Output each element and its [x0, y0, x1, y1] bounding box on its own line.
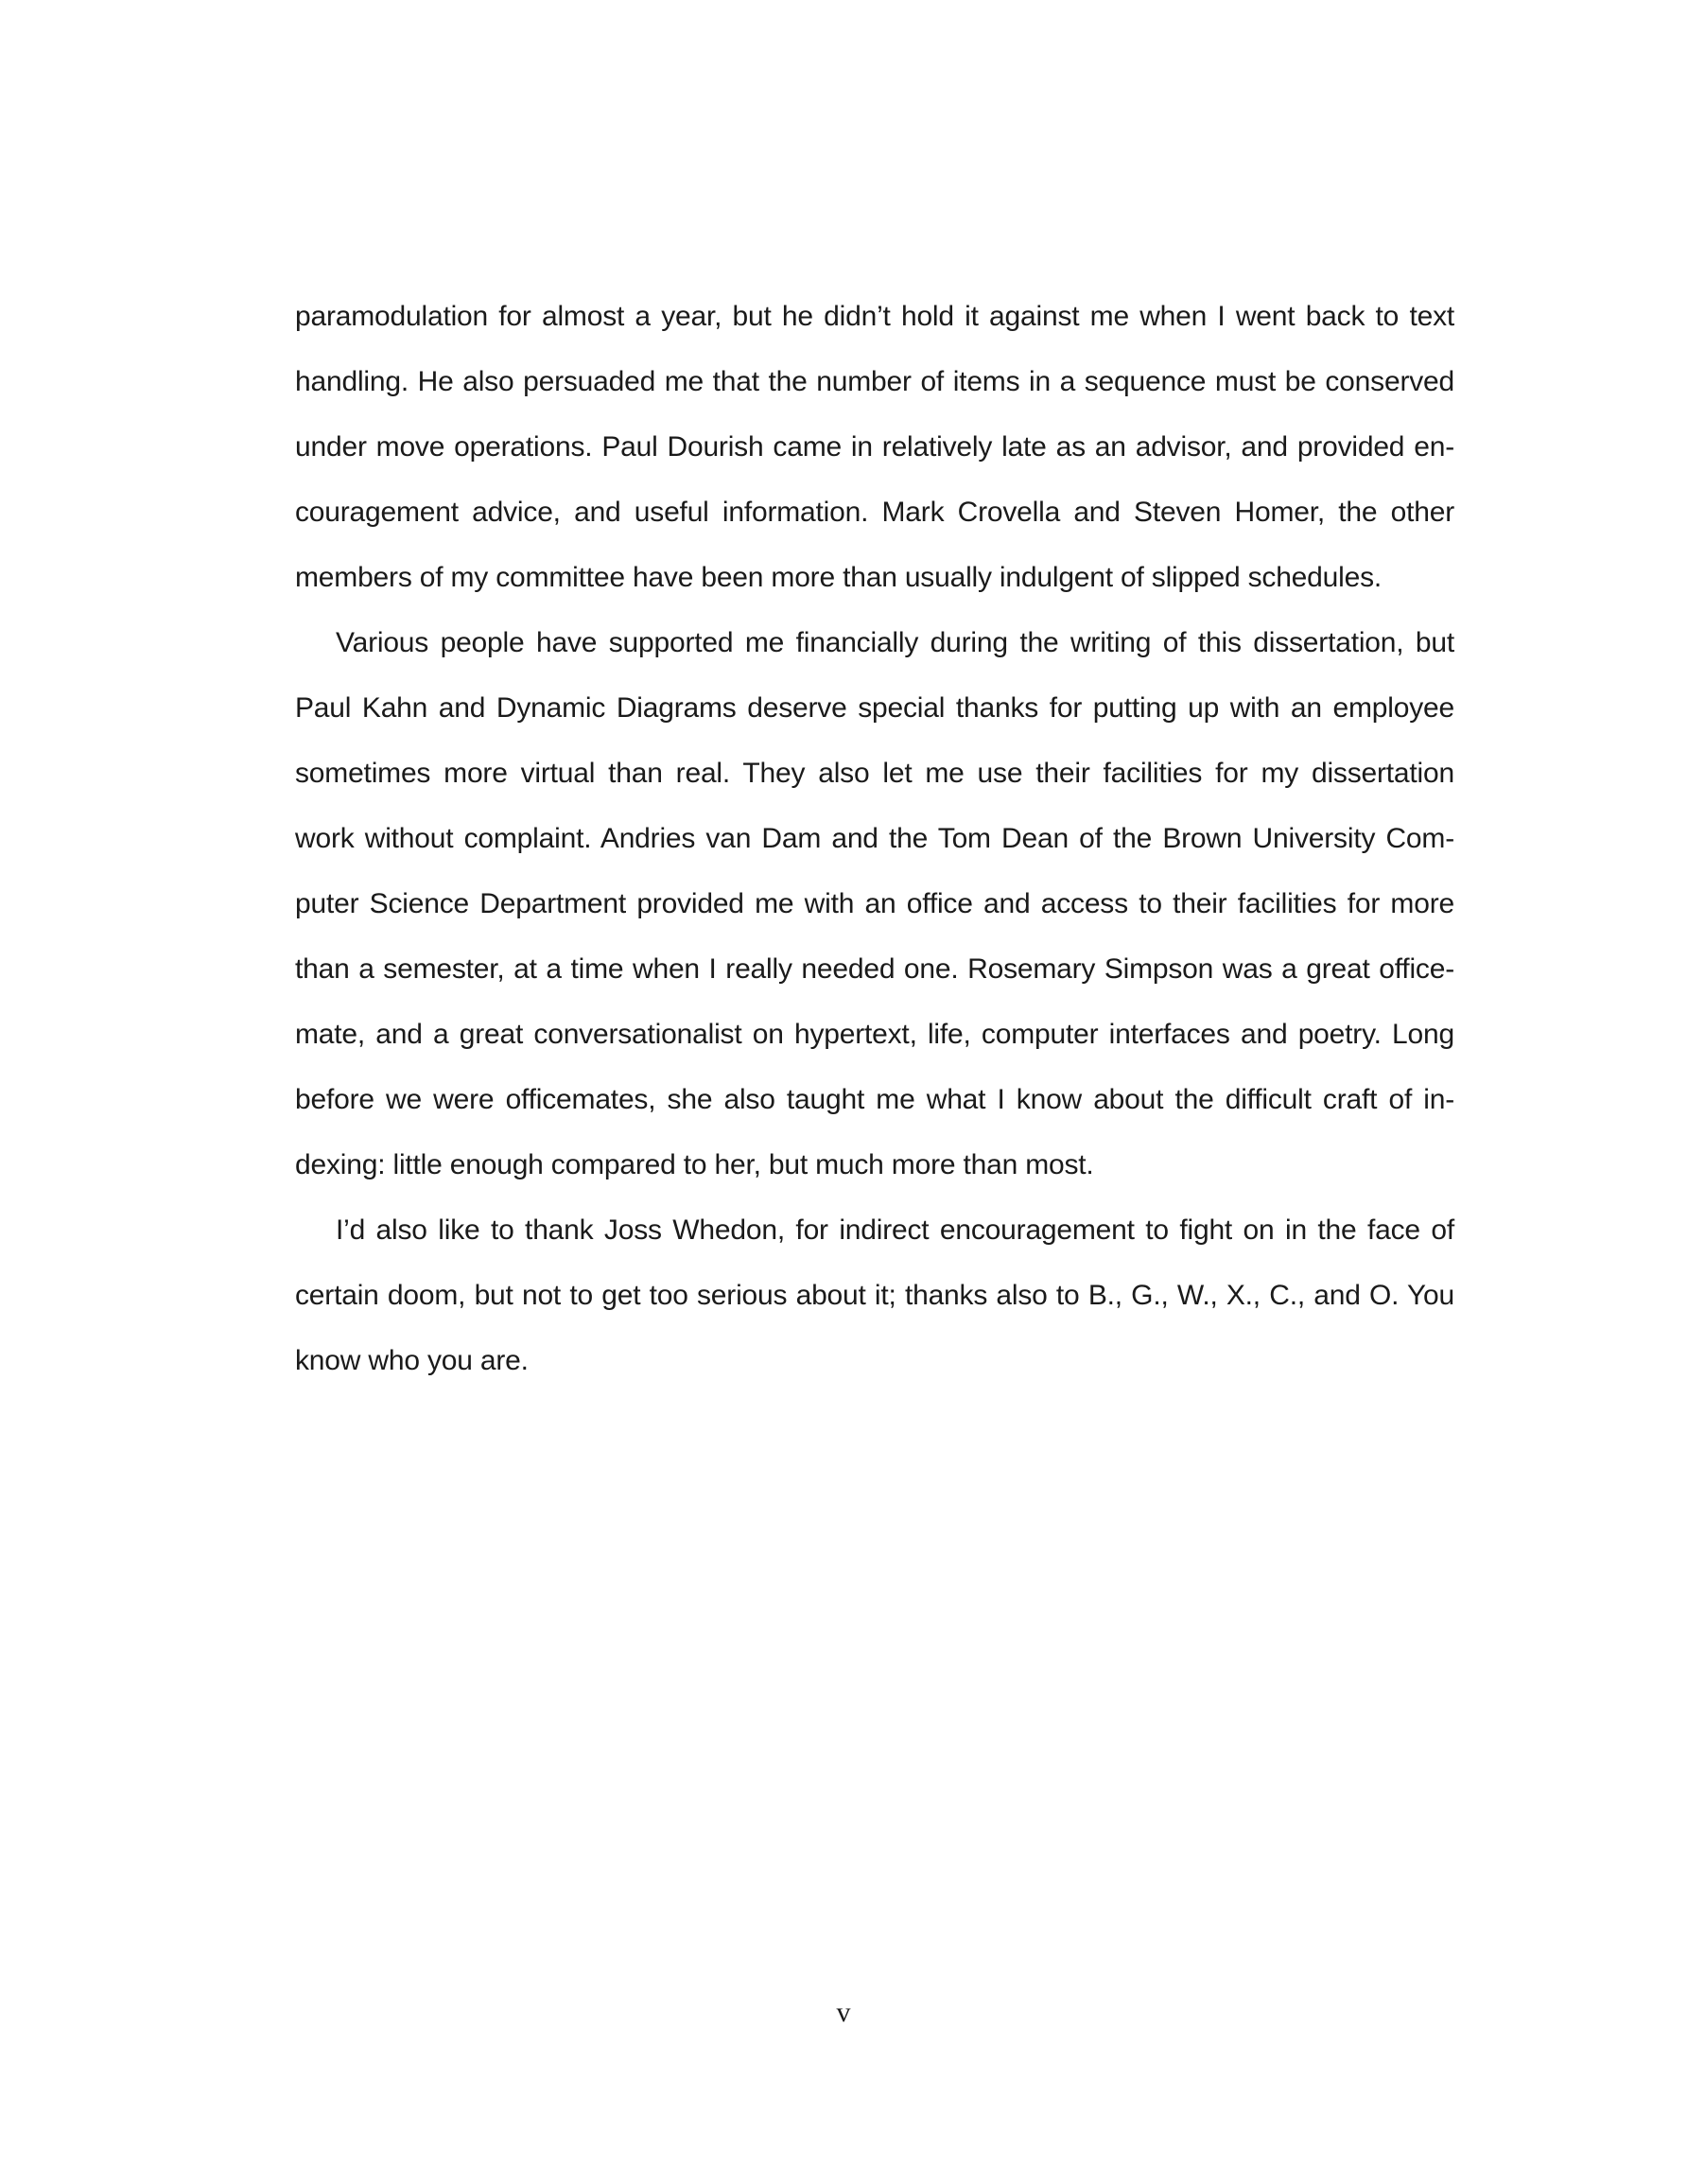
text-line: puter Science Department provided me with an office and access to their facilities for more [295, 888, 1454, 919]
text-line: handling. He also persuaded me that the number of items in a sequence must be conserved [295, 366, 1454, 397]
text-line: couragement advice, and useful information. Mark Crovella and Steven Homer, the other [295, 497, 1454, 528]
text-line: than a semester, at a time when I really needed one. Rosemary Simpson was a great office- [295, 953, 1454, 985]
text-line: sometimes more virtual than real. They also let me use their facilities for my dissertation [295, 758, 1454, 789]
page-number: v [836, 1997, 851, 2028]
text-line: Various people have supported me financially during the writing of this dissertation, but [336, 627, 1454, 658]
text-line: certain doom, but not to get too serious about it; thanks also to B., G., W., X., C., and O. You [295, 1280, 1454, 1311]
text-line: members of my committee have been more than usually indulgent of slipped schedules. [295, 562, 1383, 593]
text-line: paramodulation for almost a year, but he didn’t hold it against me when I went back to text [295, 301, 1454, 332]
text-line: know who you are. [295, 1345, 529, 1376]
text-line: under move operations. Paul Dourish came in relatively late as an advisor, and provided en- [295, 431, 1454, 463]
text-line: work without complaint. Andries van Dam and the Tom Dean of the Brown University Com- [295, 823, 1454, 854]
text-line: Paul Kahn and Dynamic Diagrams deserve special thanks for putting up with an employee [295, 692, 1454, 724]
text-line: before we were officemates, she also taught me what I know about the difficult craft of in- [295, 1084, 1454, 1115]
body-text [295, 284, 1454, 1393]
text-line: mate, and a great conversationalist on hypertext, life, computer interfaces and poetry. Long [295, 1019, 1454, 1050]
text-line: dexing: little enough compared to her, but much more than most. [295, 1149, 1094, 1180]
text-line: I’d also like to thank Joss Whedon, for indirect encouragement to fight on in the face of [336, 1214, 1454, 1246]
